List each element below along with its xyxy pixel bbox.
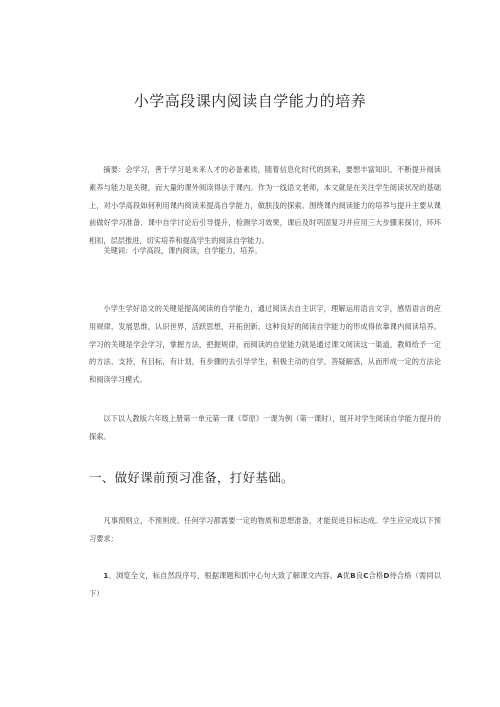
step-1-paragraph — [89, 567, 441, 603]
document-title: 小学高段课内阅读自学能力的培养 — [133, 92, 367, 110]
grade-d: D — [383, 571, 390, 580]
step-1-text: 、浏览全文，标自然段序号，根据课题和抓中心句大致了解课文内容。 — [108, 571, 338, 580]
grade-d-label: 待合格 — [389, 571, 412, 580]
section-heading: 一、做好课前预习准备，打好基础。 — [89, 470, 294, 485]
grade-a: A — [337, 571, 343, 580]
intro-paragraph: 小学生学好语文的关键是提高阅读的自学能力，通过阅读去自主识字，理解运用语言文字，感悟语言的应用规律，发展思维，认识世界，活跃思想，开拓创新。这种良好的阅读自学能力的形成得依靠课内阅读培养。学习的关键是学会学习，掌握方法，把握规律，而阅读的自觉能力就是通过课文阅读这一渠道，教师给予一定的方法、支持，有目标，有计划，有步骤的去引导学生，积极主动的自学，答疑解惑，从而形成一定的方法论和阅读学习模式。 — [89, 304, 441, 385]
grade-b: B — [350, 571, 356, 580]
step-1-note: （需同以下） — [89, 571, 441, 598]
grade-c: C — [363, 571, 369, 580]
example-paragraph: 以下以人教版六年级上册第一单元第一课《草原》一课为例（第一课时），展开对学生阅读自学能力提升的探索。 — [89, 414, 441, 441]
section-intro-paragraph: 凡事预则立，不预则废。任何学习都需要一定的物质和思想准备，才能促进目标达成。学生应完成以下预习要求： — [89, 516, 441, 543]
grade-a-label: 优 — [342, 571, 351, 580]
abstract-paragraph: 摘要：会学习，善于学习是未来人才的必备素质，随着信息化时代的到来，要想丰富知识，不断提升阅读素养与能力是关键，而大量的课外阅读得法于课内。作为一线语文老师，本文就是在关注学生阅读状况的基础上，对小学高段如何利用课内阅读来提高自学能力，做肤浅的探索。围绕课内阅读能力的培养与提升主要从课前做好学习准备、课中自学讨论后引导提升，检测学习效果，课后及时巩固复习并应用三大步骤来探讨，环环相扣，层层推进，切实培养和提高学生的阅读自学能力。 — [89, 165, 441, 246]
grade-b-label: 良 — [355, 571, 364, 580]
keywords-paragraph: 关键词：小学高段，课内阅读，自学能力，培养。 — [103, 246, 262, 255]
step-1-number: 1 — [103, 571, 109, 580]
grade-c-label: 合格 — [368, 571, 384, 580]
